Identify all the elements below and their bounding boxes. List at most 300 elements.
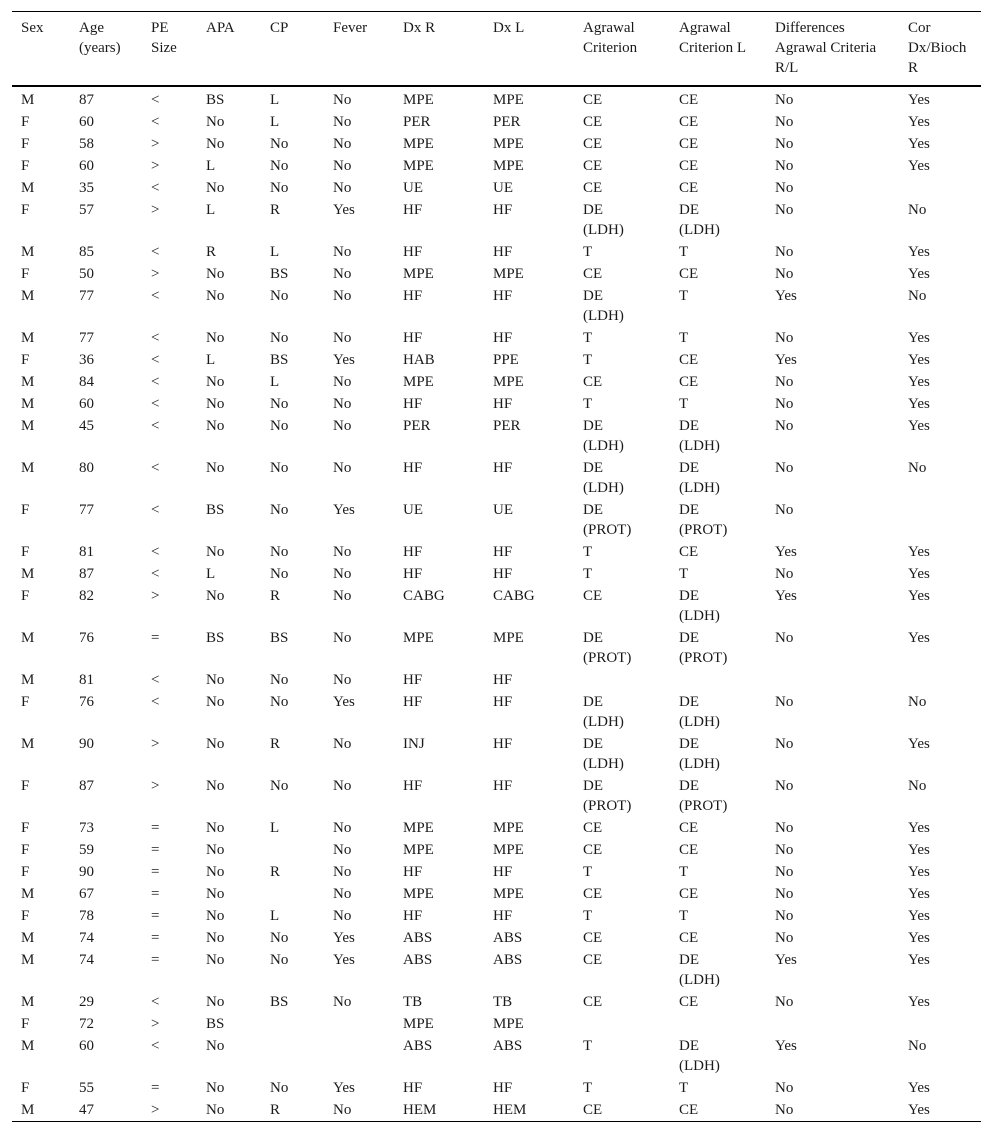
table-row	[12, 263, 981, 285]
cell-apa: No	[206, 672, 225, 688]
table-row	[12, 563, 981, 585]
cell-cor-dx-bioch-r: Yes	[908, 244, 930, 260]
cell-cp	[261, 839, 324, 861]
cell-agrawal-criterion: T	[583, 244, 593, 260]
cell-agrawal-criterion-l: DE (PROT)	[679, 630, 728, 666]
table-row	[12, 393, 981, 415]
cell-fever: No	[333, 1102, 352, 1118]
cell-age: 60	[79, 158, 94, 174]
cell-agrawal-criterion: CE	[583, 952, 603, 968]
cell-agrawal-criterion-l	[670, 669, 766, 691]
cell-apa: No	[206, 842, 225, 858]
cell-cor-dx-bioch-r: Yes	[908, 588, 930, 604]
cell-differences: Yes	[775, 588, 797, 604]
cell-cor-dx-bioch-r: Yes	[908, 820, 930, 836]
cell-sex: M	[21, 1102, 35, 1118]
cell-sex: F	[21, 544, 30, 560]
cell-agrawal-criterion: CE	[583, 92, 603, 108]
cell-differences: No	[775, 778, 794, 794]
cell-fever: No	[333, 114, 352, 130]
cell-differences: No	[775, 92, 794, 108]
cell-dx-r: MPE	[403, 158, 434, 174]
cell-pe-size: =	[151, 930, 160, 946]
cell-agrawal-criterion: CE	[583, 136, 603, 152]
data-table-container	[12, 11, 981, 1122]
cell-fever: No	[333, 396, 352, 412]
cell-agrawal-criterion-l: T	[679, 396, 689, 412]
cell-cor-dx-bioch-r: Yes	[908, 266, 930, 282]
cell-dx-l: MPE	[493, 820, 524, 836]
cell-differences: No	[775, 460, 794, 476]
cell-agrawal-criterion-l: CE	[679, 114, 699, 130]
table-row	[12, 327, 981, 349]
cell-agrawal-criterion: T	[583, 330, 593, 346]
cell-dx-l: HF	[493, 1080, 513, 1096]
cell-agrawal-criterion-l: T	[679, 566, 689, 582]
cell-agrawal-criterion: DE (LDH)	[583, 736, 624, 772]
table-row	[12, 499, 981, 541]
cell-fever: No	[333, 158, 352, 174]
cell-agrawal-criterion: DE (PROT)	[583, 630, 632, 666]
cell-agrawal-criterion: T	[583, 352, 593, 368]
cell-fever: No	[333, 266, 352, 282]
cell-fever: No	[333, 244, 352, 260]
cell-dx-r: HF	[403, 694, 423, 710]
cell-fever: No	[333, 588, 352, 604]
cell-cor-dx-bioch-r: Yes	[908, 1080, 930, 1096]
cell-agrawal-criterion-l: DE (LDH)	[679, 952, 720, 988]
cell-dx-l: MPE	[493, 886, 524, 902]
cell-apa: No	[206, 396, 225, 412]
cell-agrawal-criterion-l: DE (LDH)	[679, 202, 720, 238]
cell-dx-l: HF	[493, 396, 513, 412]
cell-differences: Yes	[775, 544, 797, 560]
cell-agrawal-criterion: CE	[583, 842, 603, 858]
cell-cor-dx-bioch-r: Yes	[908, 1102, 930, 1118]
cell-cor-dx-bioch-r: Yes	[908, 952, 930, 968]
cell-differences: No	[775, 930, 794, 946]
cell-pe-size: <	[151, 288, 160, 304]
cell-cor-dx-bioch-r: Yes	[908, 418, 930, 434]
cell-sex: F	[21, 352, 30, 368]
cell-fever: No	[333, 820, 352, 836]
cell-cp	[261, 1013, 324, 1035]
table-row	[12, 541, 981, 563]
cell-fever: Yes	[333, 502, 355, 518]
cell-sex: M	[21, 396, 35, 412]
cell-age: 77	[79, 288, 94, 304]
cell-dx-r: MPE	[403, 266, 434, 282]
cell-cor-dx-bioch-r: Yes	[908, 136, 930, 152]
table-row	[12, 457, 981, 499]
cell-age: 78	[79, 908, 94, 924]
table-row	[12, 991, 981, 1013]
cell-apa: BS	[206, 630, 225, 646]
cell-pe-size: <	[151, 502, 160, 518]
cell-differences: No	[775, 820, 794, 836]
cell-sex: F	[21, 588, 30, 604]
cell-agrawal-criterion-l: T	[679, 330, 689, 346]
cell-agrawal-criterion-l: CE	[679, 136, 699, 152]
cell-pe-size: >	[151, 736, 160, 752]
table-row	[12, 371, 981, 393]
cell-pe-size: <	[151, 330, 160, 346]
cell-agrawal-criterion-l: T	[679, 1080, 689, 1096]
cell-apa: No	[206, 930, 225, 946]
cell-dx-r: HF	[403, 908, 423, 924]
cell-differences: No	[775, 266, 794, 282]
cell-age: 84	[79, 374, 94, 390]
cell-agrawal-criterion: CE	[583, 820, 603, 836]
cell-differences: No	[775, 908, 794, 924]
cell-agrawal-criterion: DE (LDH)	[583, 460, 624, 496]
cell-fever: No	[333, 842, 352, 858]
cell-differences: No	[775, 736, 794, 752]
cell-dx-l: HF	[493, 694, 513, 710]
cell-pe-size: >	[151, 778, 160, 794]
cell-age: 87	[79, 566, 94, 582]
cell-dx-r: UE	[403, 180, 423, 196]
cell-sex: F	[21, 820, 30, 836]
cell-sex: M	[21, 930, 35, 946]
cell-apa: No	[206, 460, 225, 476]
cell-fever: No	[333, 374, 352, 390]
cell-agrawal-criterion-l: CE	[679, 1102, 699, 1118]
cell-dx-l: MPE	[493, 630, 524, 646]
cell-age: 47	[79, 1102, 94, 1118]
cell-pe-size: =	[151, 630, 160, 646]
cell-dx-l: HF	[493, 672, 513, 688]
table-body	[12, 86, 981, 1122]
cell-agrawal-criterion-l: CE	[679, 352, 699, 368]
cell-agrawal-criterion-l: CE	[679, 886, 699, 902]
cell-dx-r: MPE	[403, 374, 434, 390]
cell-apa: No	[206, 374, 225, 390]
cell-apa: No	[206, 136, 225, 152]
cell-dx-r: MPE	[403, 136, 434, 152]
cell-cp: No	[270, 778, 289, 794]
cell-sex: M	[21, 244, 35, 260]
cell-differences: No	[775, 418, 794, 434]
cell-agrawal-criterion: CE	[583, 994, 603, 1010]
cell-pe-size: <	[151, 1038, 160, 1054]
cell-dx-l: HF	[493, 778, 513, 794]
cell-dx-r: HF	[403, 244, 423, 260]
cell-dx-l: MPE	[493, 92, 524, 108]
cell-age: 77	[79, 502, 94, 518]
cell-differences: No	[775, 180, 794, 196]
cell-fever: No	[333, 778, 352, 794]
cell-cor-dx-bioch-r	[899, 1013, 981, 1035]
cell-apa: No	[206, 266, 225, 282]
cell-sex: F	[21, 778, 30, 794]
table-row	[12, 415, 981, 457]
cell-cp: R	[270, 864, 281, 880]
table-row	[12, 927, 981, 949]
cell-age: 81	[79, 672, 94, 688]
cell-apa: L	[206, 158, 216, 174]
cell-age: 90	[79, 736, 94, 752]
cell-dx-r: HF	[403, 1080, 423, 1096]
cell-cor-dx-bioch-r	[899, 669, 981, 691]
cell-differences: No	[775, 396, 794, 412]
cell-sex: M	[21, 1038, 35, 1054]
cell-cp: No	[270, 694, 289, 710]
cell-cp	[261, 883, 324, 905]
cell-pe-size: =	[151, 842, 160, 858]
cell-fever: No	[333, 544, 352, 560]
cell-apa: BS	[206, 92, 225, 108]
cell-dx-r: HAB	[403, 352, 435, 368]
cell-agrawal-criterion: DE (PROT)	[583, 778, 632, 814]
cell-agrawal-criterion-l: DE (PROT)	[679, 502, 728, 538]
cell-fever: No	[333, 418, 352, 434]
cell-agrawal-criterion-l: CE	[679, 266, 699, 282]
cell-differences: No	[775, 1080, 794, 1096]
cell-agrawal-criterion: CE	[583, 930, 603, 946]
table-row	[12, 177, 981, 199]
cell-cor-dx-bioch-r: No	[908, 460, 927, 476]
cell-cor-dx-bioch-r: No	[908, 1038, 927, 1054]
cell-agrawal-criterion-l: CE	[679, 994, 699, 1010]
table-row	[12, 1077, 981, 1099]
cell-dx-r: ABS	[403, 952, 433, 968]
cell-agrawal-criterion: T	[583, 544, 593, 560]
cell-dx-r: MPE	[403, 820, 434, 836]
cell-agrawal-criterion-l: T	[679, 288, 689, 304]
cell-cor-dx-bioch-r: Yes	[908, 630, 930, 646]
cell-dx-r: MPE	[403, 92, 434, 108]
cell-sex: F	[21, 694, 30, 710]
cell-differences: No	[775, 330, 794, 346]
cell-sex: M	[21, 374, 35, 390]
cell-cor-dx-bioch-r	[899, 177, 981, 199]
column-header-dx-l: Dx L	[493, 20, 525, 36]
cell-sex: F	[21, 202, 30, 218]
cell-age: 76	[79, 630, 94, 646]
cell-pe-size: <	[151, 244, 160, 260]
cell-apa: No	[206, 1038, 225, 1054]
cell-sex: M	[21, 630, 35, 646]
cell-agrawal-criterion	[574, 1013, 670, 1035]
cell-sex: F	[21, 1016, 30, 1032]
table-row	[12, 839, 981, 861]
cell-sex: F	[21, 266, 30, 282]
cell-sex: M	[21, 288, 35, 304]
cell-sex: M	[21, 672, 35, 688]
cell-apa: No	[206, 1080, 225, 1096]
cell-cor-dx-bioch-r: No	[908, 694, 927, 710]
cell-cor-dx-bioch-r: Yes	[908, 736, 930, 752]
cell-cp: No	[270, 180, 289, 196]
cell-age: 36	[79, 352, 94, 368]
cell-age: 73	[79, 820, 94, 836]
cell-differences: No	[775, 374, 794, 390]
cell-agrawal-criterion-l: DE (LDH)	[679, 460, 720, 496]
cell-pe-size: <	[151, 460, 160, 476]
cell-agrawal-criterion-l: T	[679, 244, 689, 260]
cell-cp: No	[270, 460, 289, 476]
cell-age: 81	[79, 544, 94, 560]
table-row	[12, 775, 981, 817]
cell-agrawal-criterion: DE (LDH)	[583, 202, 624, 238]
cell-apa: No	[206, 180, 225, 196]
cell-pe-size: >	[151, 158, 160, 174]
cell-dx-r: MPE	[403, 886, 434, 902]
cell-agrawal-criterion-l: CE	[679, 92, 699, 108]
cell-sex: F	[21, 158, 30, 174]
cell-sex: F	[21, 864, 30, 880]
cell-cor-dx-bioch-r: Yes	[908, 374, 930, 390]
cell-fever: Yes	[333, 1080, 355, 1096]
cell-age: 60	[79, 1038, 94, 1054]
cell-age: 82	[79, 588, 94, 604]
cell-fever: Yes	[333, 694, 355, 710]
cell-pe-size: >	[151, 588, 160, 604]
cell-cor-dx-bioch-r: Yes	[908, 330, 930, 346]
cell-cor-dx-bioch-r	[899, 499, 981, 541]
cell-pe-size: <	[151, 544, 160, 560]
cell-agrawal-criterion: DE (LDH)	[583, 288, 624, 324]
table-row	[12, 949, 981, 991]
cell-differences: No	[775, 694, 794, 710]
cell-dx-r: TB	[403, 994, 423, 1010]
cell-differences: No	[775, 864, 794, 880]
table-row	[12, 349, 981, 371]
cell-sex: M	[21, 460, 35, 476]
cell-dx-l: ABS	[493, 930, 523, 946]
cell-dx-l: PPE	[493, 352, 519, 368]
cell-agrawal-criterion: CE	[583, 114, 603, 130]
cell-cp: L	[270, 374, 280, 390]
cell-pe-size: >	[151, 1102, 160, 1118]
cell-cp: No	[270, 136, 289, 152]
cell-dx-l: ABS	[493, 952, 523, 968]
table-header-row	[12, 12, 981, 87]
cell-sex: M	[21, 92, 35, 108]
cell-agrawal-criterion-l: CE	[679, 544, 699, 560]
cell-fever: No	[333, 736, 352, 752]
table-row	[12, 669, 981, 691]
cell-fever: Yes	[333, 202, 355, 218]
cell-apa: No	[206, 994, 225, 1010]
cell-dx-r: PER	[403, 114, 431, 130]
cell-apa: No	[206, 864, 225, 880]
cell-dx-r: ABS	[403, 930, 433, 946]
cell-apa: No	[206, 588, 225, 604]
cell-dx-r: PER	[403, 418, 431, 434]
cell-cor-dx-bioch-r: No	[908, 778, 927, 794]
cell-differences: No	[775, 842, 794, 858]
cell-dx-l: HF	[493, 566, 513, 582]
cell-fever: Yes	[333, 952, 355, 968]
cell-cp: R	[270, 588, 281, 604]
cell-apa: No	[206, 908, 225, 924]
cell-pe-size: =	[151, 820, 160, 836]
cell-differences: No	[775, 502, 794, 518]
cell-differences: No	[775, 136, 794, 152]
cell-agrawal-criterion-l: T	[679, 908, 689, 924]
cell-age: 60	[79, 396, 94, 412]
cell-apa: R	[206, 244, 217, 260]
cell-cp: No	[270, 330, 289, 346]
cell-apa: No	[206, 820, 225, 836]
cell-sex: F	[21, 842, 30, 858]
cell-dx-l: HF	[493, 202, 513, 218]
cell-dx-l: CABG	[493, 588, 535, 604]
cell-dx-l: MPE	[493, 158, 524, 174]
cell-agrawal-criterion-l: T	[679, 864, 689, 880]
cell-differences: No	[775, 202, 794, 218]
cell-dx-r: HF	[403, 778, 423, 794]
cell-sex: M	[21, 180, 35, 196]
cell-dx-l: HF	[493, 460, 513, 476]
cell-age: 35	[79, 180, 94, 196]
table-row	[12, 585, 981, 627]
cell-cp: No	[270, 672, 289, 688]
cell-age: 57	[79, 202, 94, 218]
cell-sex: M	[21, 994, 35, 1010]
cell-fever: No	[333, 92, 352, 108]
cell-agrawal-criterion-l: CE	[679, 842, 699, 858]
cell-dx-l: HF	[493, 908, 513, 924]
cell-dx-l: ABS	[493, 1038, 523, 1054]
cell-cp: No	[270, 1080, 289, 1096]
cell-dx-l: MPE	[493, 136, 524, 152]
cell-cp: No	[270, 158, 289, 174]
cell-agrawal-criterion-l: DE (LDH)	[679, 736, 720, 772]
column-header-agrawal-criterion-l: Agrawal Criterion L	[679, 20, 747, 56]
cell-pe-size: =	[151, 908, 160, 924]
cell-dx-l: MPE	[493, 374, 524, 390]
column-header-dx-r: Dx R	[403, 20, 436, 36]
cell-dx-l: HF	[493, 244, 513, 260]
cell-dx-r: HF	[403, 566, 423, 582]
table-row	[12, 111, 981, 133]
cell-differences: No	[775, 1102, 794, 1118]
cell-cor-dx-bioch-r: No	[908, 288, 927, 304]
cell-differences: No	[775, 114, 794, 130]
table-row	[12, 733, 981, 775]
column-header-apa: APA	[206, 20, 235, 36]
cell-dx-l: UE	[493, 180, 513, 196]
cell-sex: F	[21, 136, 30, 152]
cell-apa: No	[206, 114, 225, 130]
cell-sex: M	[21, 952, 35, 968]
cell-agrawal-criterion: T	[583, 396, 593, 412]
cell-cp: No	[270, 502, 289, 518]
cell-agrawal-criterion	[574, 669, 670, 691]
cell-pe-size: >	[151, 266, 160, 282]
cell-agrawal-criterion-l: CE	[679, 180, 699, 196]
cell-age: 90	[79, 864, 94, 880]
cell-age: 87	[79, 92, 94, 108]
cell-sex: F	[21, 908, 30, 924]
cell-apa: L	[206, 566, 216, 582]
cell-cp: BS	[270, 266, 289, 282]
cell-dx-r: HF	[403, 460, 423, 476]
cell-pe-size: >	[151, 1016, 160, 1032]
cell-dx-l: HEM	[493, 1102, 527, 1118]
cell-fever: No	[333, 864, 352, 880]
table-row	[12, 861, 981, 883]
cell-cp: R	[270, 202, 281, 218]
cell-age: 72	[79, 1016, 94, 1032]
cell-dx-l: HF	[493, 864, 513, 880]
cell-cp: L	[270, 820, 280, 836]
column-header-pe-size: PE Size	[151, 20, 177, 56]
cell-fever: No	[333, 180, 352, 196]
